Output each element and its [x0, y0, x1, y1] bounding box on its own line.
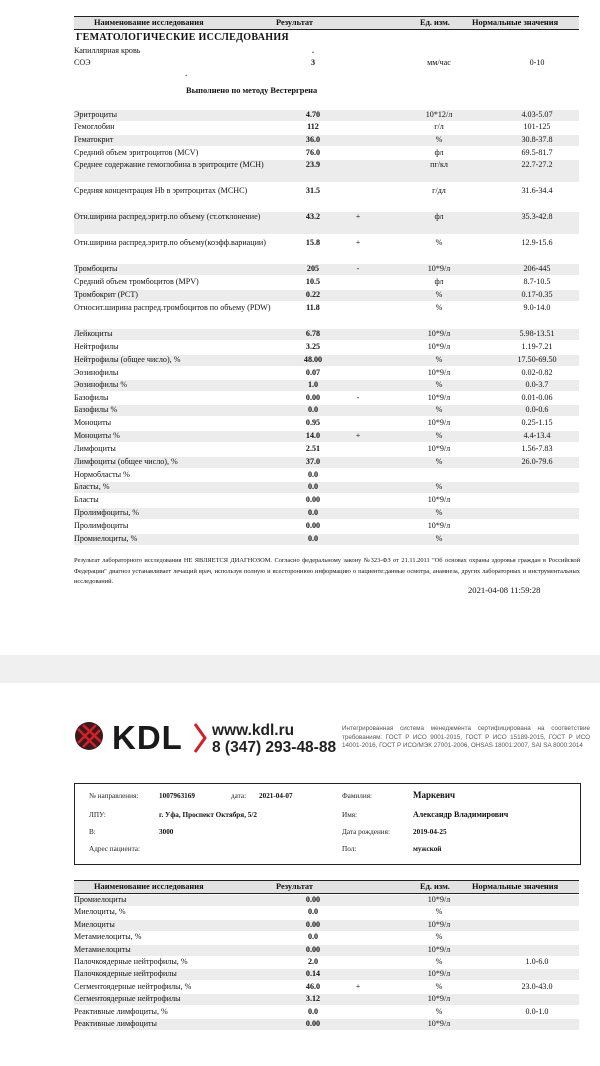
row-name: Гемоглобин: [74, 122, 115, 131]
row-name: Лимфоциты: [74, 444, 116, 453]
report-page-2: [0, 683, 600, 1066]
row-result: 14.0: [305, 431, 321, 440]
row-name: Базофилы: [74, 393, 109, 402]
row-result: 3: [310, 58, 316, 67]
row-name: Реактивные лимфоциты, %: [74, 1006, 168, 1016]
row-name: Средний объем эритроцитов (MCV): [74, 148, 199, 157]
row-flag: -: [356, 393, 360, 402]
sex-label: Пол:: [342, 845, 357, 853]
row-name: Капиллярная кровь: [74, 46, 141, 55]
row-result: 11.8: [306, 303, 320, 312]
row-result: 2.51: [305, 444, 321, 453]
patient-dob: 2019-04-25: [413, 828, 447, 836]
kdl-logo-icon: [74, 721, 112, 751]
row-unit: г/дл: [432, 186, 446, 195]
row-norm: 4.4-13.4: [523, 431, 551, 440]
row-norm: 5.98-13.51: [519, 329, 555, 338]
header-norm: Нормальные значения: [472, 882, 559, 891]
row-unit: 10*9/л: [427, 1019, 451, 1028]
row-unit: 10*9/л: [427, 329, 451, 338]
row-result: 76.0: [305, 148, 321, 157]
row-name: Эозинофилы: [74, 368, 119, 377]
row-unit: %: [435, 380, 443, 389]
row-name: Отн.ширина распред.эритр.по объему(коэфф.вариации): [74, 238, 266, 247]
table-row: [74, 122, 579, 133]
row-flag: +: [355, 431, 361, 440]
table-row: [74, 46, 579, 57]
row-result: 0.0: [307, 508, 319, 517]
row-unit: %: [435, 238, 443, 247]
row-unit: 10*9/л: [427, 393, 451, 402]
row-result: 205: [306, 264, 320, 273]
row-result: 112: [307, 122, 319, 131]
row-norm: 0.0-3.7: [525, 380, 549, 389]
header-norm: Нормальные значения: [472, 18, 559, 27]
row-result: 0.0: [307, 482, 319, 491]
row-result: 36.0: [305, 135, 321, 144]
referral-date: 2021-04-07: [259, 792, 293, 800]
row-unit: г/л: [434, 122, 444, 131]
row-norm: 69.5-81.7: [521, 148, 553, 157]
brand-contacts: [212, 722, 336, 756]
row-norm: 1.0-6.0: [525, 957, 549, 966]
row-result: 0.95: [305, 418, 321, 427]
table-row: [74, 895, 579, 906]
table-row: [74, 368, 579, 379]
row-norm: 17.50-69.50: [517, 355, 557, 364]
row-unit: 10*9/л: [427, 994, 451, 1004]
report-page-1: Наименование исследования Результат Ед. изм. Нормальные значения ГЕМАТОЛОГИЧЕСКИЕ ИССЛЕДОВАНИЯ . Выполнено по методу Вестергрена Капиллярная кровь . СОЭ 3 мм/час 0-10 Эритроциты 4.70 10*12/л 4.03-5.07 Гемоглобин 112 г/л 101-125 Гематокрит 36.0 % 30.8-37.8 Средний объем эритроцитов (MCV) 76.0 фл 69.5-81.7 Среднее содержание гемоглобина в эритроците (MCH) 23.9 пг/кл 22.7-27.2 Средняя концентрация Hb в эритроцитах (MCHC) 31.5 г/дл 31.6-34.4 Отн.ширина распред.эритр.по объему (ст.отклонение) 43.2 + фл 35.3-42.8 Отн.ширина распред.эритр.по объему(коэфф.вариации) 15.8 + % 12.9-15.6 Тромбоциты 205 - 10*9/л 206-445 Средний объем тромбоцитов (MPV) 10.5 фл 8.7-10.5 Тромбокрит (PCT) 0.22 % 0.17-0.35 Относит.ширина распред.тромбоцитов по объему (PDW) 11.8 % 9.0-14.0 Лейкоциты 6.78 10*9/л 5.98-13.51 Нейтрофилы 3.25 10*9/л 1.19-7.21 Нейтрофилы (общее число), % 48.00 % 17.50-69.50 Эозинофилы 0.07 10*9/л 0.02-0.82 Эозинофилы % 1.0 % 0.0-3.7 Базофилы 0.00 - 10*9/л 0.01-0.06 Базофилы % 0.0 % 0.0-0.6 Моноциты 0.95 10*9/л 0.25-1.15 Моноциты % 14.0 + % 4.4-13.4 Лимфоциты 2.51 10*9/л 1.56-7.83 Лимфоциты (общее число), % 37.0 % 26.0-79.6 Нормобласты % 0.0 Бласты, % 0.0 % Бласты 0.00 10*9/л Пролимфоциты, % 0.0 % Пролимфоциты 0.00 10*9/л Промиелоциты, % 0.0 % Результат лабораторного исследования НЕ ЯВЛЯЕТСЯ ДИАГНОЗОМ. Согласно федеральному закону №323-ФЗ от 21.11.2011 "Об основах охраны здоровья граждан в Российской Федерации" диагноз устанавливает лечащий врач, используя полную и всестороннюю информацию о пациенте:данные осмотра, анамнеза, других лабораторных и инструментальных исследований. 2021-04-08 11:59:28: [0, 0, 600, 655]
row-name: Бласты: [74, 495, 99, 504]
row-result: 0.0: [307, 534, 319, 543]
header-unit: Ед. изм.: [420, 18, 450, 27]
section-title: ГЕМАТОЛОГИЧЕСКИЕ ИССЛЕДОВАНИЯ: [76, 32, 289, 43]
table-row: [74, 277, 579, 288]
row-result: 0.0: [307, 1006, 319, 1016]
row-result: 0.00: [305, 944, 321, 954]
row-norm: 26.0-79.6: [521, 457, 553, 466]
row-name: Нейтрофилы: [74, 342, 119, 351]
row-name: Среднее содержание гемоглобина в эритроците (MCH): [74, 160, 264, 169]
row-unit: 10*9/л: [427, 521, 451, 530]
table-row: [74, 482, 579, 493]
row-result: 1.0: [307, 380, 319, 389]
patient-sex: мужской: [413, 845, 442, 853]
row-unit: 10*9/л: [427, 444, 451, 453]
table-row: [74, 58, 579, 69]
brand-phone: 8 (347) 293-48-88: [212, 739, 337, 756]
row-name: Метамиелоциты, %: [74, 932, 142, 942]
row-name: Пролимфоциты: [74, 521, 129, 530]
row-result: 0.22: [305, 290, 321, 299]
table-row: [74, 160, 579, 182]
row-result: 31.5: [305, 186, 321, 195]
certification-note: Интегрированная система менеджмента сертифицирована на соответствие требованиям: ГОСТ Р ИСО 9001-2015, ГОСТ Р ИСО 15189-2015, ГОСТ Р ИСО 14001-2016, ГОСТ Р ИСО/МЭК 27001-2006, OHSAS 18001:2007, SAI SA 8000:2014: [342, 725, 590, 750]
table-row: [74, 380, 579, 391]
row-name: Сегментоядерные нейтрофилы: [74, 994, 181, 1004]
table-row: [74, 945, 579, 956]
row-unit: %: [435, 1006, 443, 1016]
table-row: [74, 457, 579, 468]
row-flag: +: [355, 238, 361, 247]
brand-logo-text: KDL: [112, 719, 183, 756]
row-unit: 10*9/л: [427, 919, 451, 929]
dob-label: Дата рождения:: [342, 828, 390, 836]
row-norm: 0.0-1.0: [525, 1006, 549, 1016]
lpu-label: ЛПУ:: [89, 811, 106, 819]
brand-site: www.kdl.ru: [212, 722, 295, 739]
row-unit: 10*9/л: [427, 969, 451, 979]
row-name: Эозинофилы %: [74, 380, 128, 389]
row-unit: %: [435, 482, 443, 491]
table-row: [74, 994, 579, 1005]
table-row: [74, 355, 579, 366]
row-unit: %: [435, 957, 443, 966]
table-row: [74, 495, 579, 506]
name-label: Имя:: [342, 811, 358, 819]
row-result: 37.0: [305, 457, 321, 466]
row-result: 0.00: [305, 895, 321, 904]
row-unit: %: [435, 431, 443, 440]
table-row: [74, 418, 579, 429]
row-name: Бласты, %: [74, 482, 110, 491]
table-row: [74, 329, 579, 340]
row-name: Моноциты %: [74, 431, 120, 440]
referral-label: № направления:: [89, 792, 139, 800]
header-unit: Ед. изм.: [420, 882, 450, 891]
row-result: 23.9: [305, 160, 321, 169]
row-unit: %: [435, 457, 443, 466]
row-norm: 0.17-0.35: [521, 290, 553, 299]
table-row: [74, 264, 579, 275]
row-name: Метамиелоциты: [74, 944, 131, 954]
row-name: Палочкоядерные нейтрофилы, %: [74, 957, 188, 966]
row-norm: 30.8-37.8: [521, 135, 553, 144]
date-label: дата:: [231, 792, 247, 800]
row-unit: %: [435, 355, 443, 364]
row-result: 0.00: [305, 919, 321, 929]
row-name: Относит.ширина распред.тромбоцитов по объему (PDW): [74, 303, 271, 312]
row-name: Средняя концентрация Hb в эритроцитах (MCHC): [74, 186, 248, 195]
table-row: [74, 932, 579, 943]
row-name: Базофилы %: [74, 405, 118, 414]
row-name: Пролимфоциты, %: [74, 508, 140, 517]
header-name: Наименование исследования: [94, 882, 204, 891]
table-row: [74, 470, 579, 481]
row-norm: 31.6-34.4: [521, 186, 553, 195]
table-row: [74, 135, 579, 146]
row-unit: %: [435, 290, 443, 299]
row-unit: фл: [434, 148, 444, 157]
row-norm: 23.0-43.0: [521, 981, 553, 991]
row-unit: 10*9/л: [427, 495, 451, 504]
patient-info-box: [74, 783, 581, 865]
table-row: [74, 1007, 579, 1018]
table-row: [74, 405, 579, 416]
method-note: Выполнено по методу Вестергрена: [186, 86, 318, 95]
row-norm: 8.7-10.5: [523, 277, 551, 286]
table-row: [74, 148, 579, 159]
table-row: [74, 920, 579, 931]
row-name: Миелоциты: [74, 919, 115, 929]
timestamp: 2021-04-08 11:59:28: [468, 585, 541, 595]
row-name: Нормобласты %: [74, 470, 130, 479]
row-unit: 10*9/л: [427, 944, 451, 954]
v-label: В:: [89, 828, 96, 836]
table-row: [74, 969, 579, 980]
row-name: Промиелоциты, %: [74, 534, 138, 543]
row-name: Реактивные лимфоциты: [74, 1019, 158, 1028]
table-row: [74, 534, 579, 545]
row-result: 2.0: [307, 957, 319, 966]
row-norm: 0.0-0.6: [525, 405, 549, 414]
row-flag: +: [355, 981, 361, 991]
header-name: Наименование исследования: [94, 18, 204, 27]
row-unit: мм/час: [427, 58, 451, 67]
table-row: [74, 186, 579, 208]
v-value: 3000: [159, 828, 174, 836]
row-name: Лимфоциты (общее число), %: [74, 457, 178, 466]
header-result: Результат: [276, 18, 313, 27]
row-norm: 206-445: [523, 264, 551, 273]
row-result: 0.00: [305, 521, 321, 530]
row-result: 46.0: [305, 981, 321, 991]
table-row: [74, 982, 579, 993]
row-name: Гематокрит: [74, 135, 114, 144]
table-row: [74, 1019, 579, 1030]
row-result: 0.00: [305, 1019, 321, 1028]
row-name: Эритроциты: [74, 110, 118, 119]
table-row: [74, 444, 579, 455]
row-norm: 101-125: [523, 122, 551, 131]
row-name: Нейтрофилы (общее число), %: [74, 355, 181, 364]
row-unit: %: [435, 981, 443, 991]
row-result: .: [311, 46, 315, 55]
row-norm: 12.9-15.6: [521, 238, 553, 247]
row-unit: 10*9/л: [427, 895, 451, 904]
disclaimer: Результат лабораторного исследования НЕ ЯВЛЯЕТСЯ ДИАГНОЗОМ. Согласно федеральному закону №323-ФЗ от 21.11.2011 "Об основах охраны здоровья граждан в Российской Федерации" диагноз устанавливает лечащий врач, используя полную и всестороннюю информацию о пациенте:данные осмотра, анамнеза, других лабораторных и инструментальных исследований.: [74, 557, 580, 585]
table-row: [74, 508, 579, 519]
table-header: [74, 16, 579, 30]
row-result: 0.07: [305, 368, 321, 377]
row-name: СОЭ: [74, 58, 91, 67]
table-row: [74, 238, 579, 260]
row-norm: 0.25-1.15: [521, 418, 553, 427]
row-name: Тромбокрит (PCT): [74, 290, 138, 299]
row-result: 6.78: [305, 329, 321, 338]
row-result: 0.00: [305, 393, 321, 402]
row-unit: %: [435, 508, 443, 517]
row-norm: 4.03-5.07: [521, 110, 553, 119]
address-label: Адрес пациента:: [89, 845, 140, 853]
row-unit: фл: [434, 212, 444, 221]
row-unit: 10*9/л: [427, 264, 451, 273]
table-row: [74, 212, 579, 234]
row-name: Моноциты: [74, 418, 112, 427]
table-row: [74, 393, 579, 404]
table-row: [74, 303, 579, 325]
row-result: 4.70: [305, 110, 321, 119]
row-unit: 10*9/л: [427, 368, 451, 377]
row-result: 48.00: [303, 355, 323, 364]
patient-surname: Маркевич: [413, 790, 456, 800]
row-unit: 10*12/л: [425, 110, 453, 119]
row-unit: 10*9/л: [427, 418, 451, 427]
row-norm: 0.01-0.06: [521, 393, 553, 402]
row-name: Промиелоциты: [74, 895, 127, 904]
row-unit: %: [435, 932, 443, 942]
page-separator: [0, 655, 600, 683]
row-unit: пг/кл: [430, 160, 448, 169]
row-name: Отн.ширина распред.эритр.по объему (ст.отклонение): [74, 212, 261, 221]
row-flag: +: [355, 212, 361, 221]
table-row: [74, 431, 579, 442]
row-result: 0.00: [305, 495, 321, 504]
row-name: Палочкоядерные нейтрофилы: [74, 969, 177, 979]
table-row: [74, 907, 579, 918]
row-result: 3.12: [305, 994, 321, 1004]
lpu-value: г. Уфа, Проспект Октября, 5/2: [159, 811, 257, 819]
row-norm: 1.56-7.83: [521, 444, 553, 453]
referral-number: 1007963169: [159, 792, 195, 800]
row-unit: 10*9/л: [427, 342, 451, 351]
row-norm: 0-10: [529, 58, 545, 67]
row-norm: 0.02-0.82: [521, 368, 553, 377]
table-row: [74, 957, 579, 968]
row-unit: %: [435, 534, 443, 543]
table-row: [74, 290, 579, 301]
row-norm: 22.7-27.2: [521, 160, 553, 169]
patient-name: Александр Владимирович: [413, 810, 509, 819]
row-result: 10.5: [305, 277, 321, 286]
surname-label: Фамилия:: [342, 792, 372, 800]
row-unit: %: [435, 303, 443, 312]
row-result: 0.0: [307, 470, 319, 479]
row-name: Средний объем тромбоцитов (MPV): [74, 277, 199, 286]
row-name: Миелоциты, %: [74, 907, 126, 917]
row-unit: %: [435, 405, 443, 414]
table-row: [74, 521, 579, 532]
chevron-right-icon: [193, 723, 207, 753]
table-header-2: [74, 880, 579, 894]
row-result: 0.14: [305, 969, 321, 979]
row-norm: 9.0-14.0: [523, 303, 551, 312]
row-name: Сегментоядерные нейтрофилы, %: [74, 981, 192, 991]
row-unit: %: [435, 907, 443, 917]
row-norm: 35.3-42.8: [521, 212, 553, 221]
row-name: Лейкоциты: [74, 329, 113, 338]
row-result: 0.0: [307, 932, 319, 942]
row-unit: %: [435, 135, 443, 144]
row-result: 0.0: [307, 405, 319, 414]
table-row: [74, 110, 579, 121]
row-result: 43.2: [305, 212, 321, 221]
table-row: [74, 342, 579, 353]
row-name: Тромбоциты: [74, 264, 118, 273]
row-result: 15.8: [305, 238, 321, 247]
header-result: Результат: [276, 882, 313, 891]
row-result: 0.0: [307, 907, 319, 917]
row-norm: 1.19-7.21: [521, 342, 553, 351]
row-result: 3.25: [305, 342, 321, 351]
row-unit: фл: [434, 277, 444, 286]
row-flag: -: [356, 264, 360, 273]
